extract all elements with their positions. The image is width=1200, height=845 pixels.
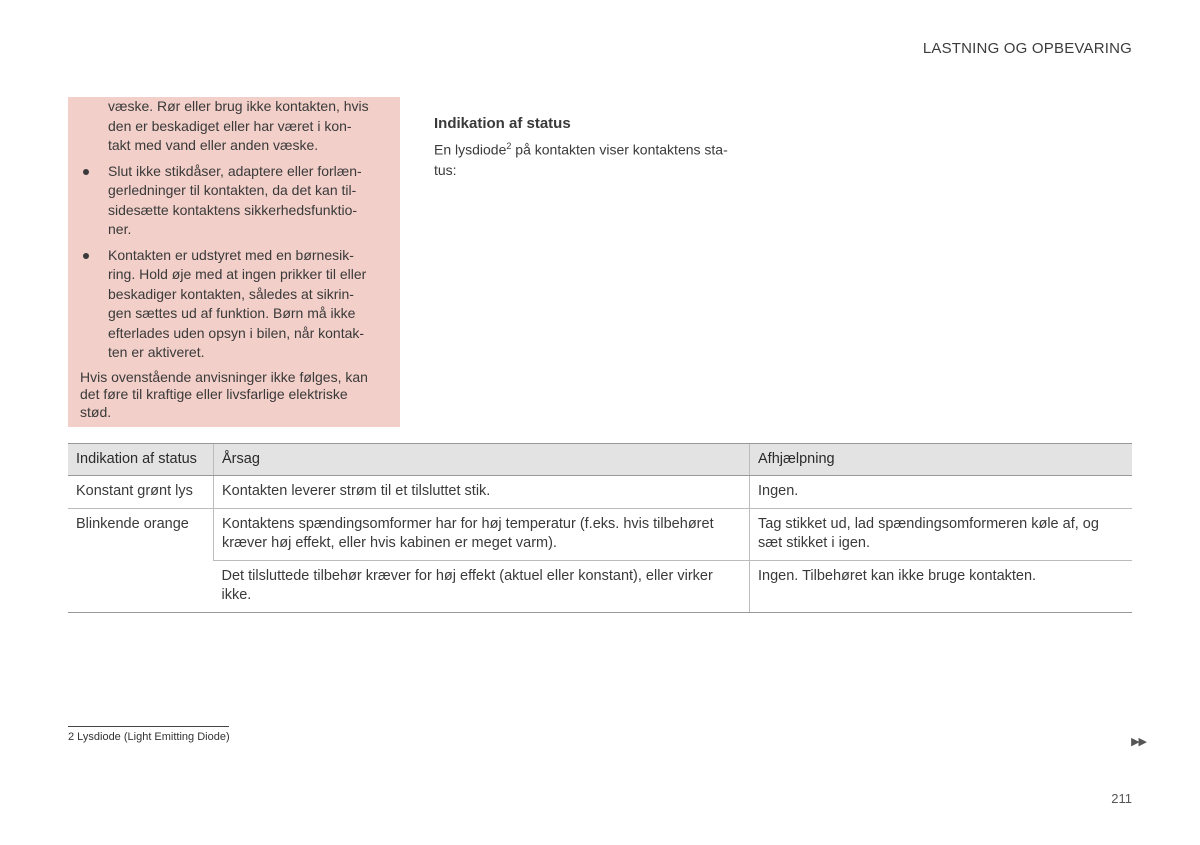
- warning-continuation: [80, 97, 388, 156]
- table-header-row: [68, 444, 1132, 476]
- warning-text-line: takt med vand eller anden væske.: [108, 137, 319, 153]
- cause-cell: [214, 509, 750, 561]
- cell-text-line: ikke.: [221, 587, 252, 603]
- status-text-part: En lysdiode: [434, 141, 507, 158]
- footnote-divider: [68, 726, 229, 727]
- footnote: 2 Lysdiode (Light Emitting Diode): [68, 731, 230, 743]
- table-row: [68, 561, 1132, 613]
- warning-text-line: beskadiger kontakten, således at sikrin-: [108, 285, 354, 302]
- warning-text-line: ner.: [108, 221, 132, 237]
- cell-text-line: Tag stikket ud, lad spændingsomformeren køle af, og: [758, 516, 1099, 532]
- remedy-cell: Ingen.: [750, 476, 1133, 509]
- page-number: 211: [1111, 791, 1132, 806]
- warning-box: [68, 97, 400, 427]
- column-header-status: Indikation af status: [68, 444, 214, 476]
- warning-text-line: stød.: [80, 403, 112, 420]
- status-section: [434, 115, 764, 180]
- status-description: [434, 136, 764, 180]
- warning-text-line: ten er aktiveret.: [108, 344, 205, 360]
- warning-text-line: det føre til kraftige eller livsfarlige elektriske: [80, 386, 348, 402]
- warning-bullet: [80, 246, 388, 363]
- cell-text-line: kræver høj effekt, eller hvis kabinen er meget varm).: [222, 535, 557, 551]
- cell-text-line: Kontaktens spændingsomformer har for høj temperatur (f.eks. hvis tilbehøret: [222, 516, 714, 532]
- status-text-part: på kontakten viser kontaktens sta-: [511, 141, 728, 158]
- bullet-icon: [83, 253, 89, 259]
- warning-text-line: gerledninger til kontakten, da det kan til-: [108, 182, 357, 198]
- remedy-cell: [750, 509, 1133, 561]
- warning-closing: [80, 369, 388, 422]
- warning-text-line: sidesætte kontaktens sikkerhedsfunktio-: [108, 201, 358, 218]
- status-cell: Konstant grønt lys: [68, 476, 214, 509]
- warning-text-line: Hvis ovenstående anvisninger ikke følges, kan: [80, 368, 368, 385]
- column-header-remedy: Afhjælpning: [750, 444, 1133, 476]
- status-cell: Blinkende orange: [68, 509, 214, 613]
- status-heading: Indikation af status: [434, 115, 571, 132]
- warning-text-line: væske. Rør eller brug ikke kontakten, hvis: [108, 98, 369, 114]
- cause-cell: Kontakten leverer strøm til et tilsluttet stik.: [214, 476, 750, 509]
- status-text-part: tus:: [434, 161, 457, 178]
- warning-text-line: gen sættes ud af funktion. Børn må ikke: [108, 305, 356, 321]
- cause-cell: [214, 561, 750, 613]
- bullet-icon: [83, 169, 89, 175]
- table-row: [68, 476, 1132, 509]
- warning-text-line: Kontakten er udstyret med en børnesik-: [108, 246, 354, 263]
- warning-text-line: efterlades uden opsyn i bilen, når kontak-: [108, 324, 365, 341]
- section-title: LASTNING OG OPBEVARING: [922, 40, 1132, 57]
- status-table: [68, 443, 1132, 613]
- warning-text-line: den er beskadiget eller har været i kon-: [108, 117, 352, 134]
- warning-text-line: Slut ikke stikdåser, adaptere eller forlæn-: [108, 162, 362, 179]
- warning-bullet: [80, 162, 388, 240]
- footnote-reference[interactable]: 2: [506, 141, 512, 151]
- next-page-icon[interactable]: ▶▶: [1131, 736, 1146, 748]
- column-header-cause: Årsag: [214, 444, 750, 476]
- cell-text-line: Det tilsluttede tilbehør kræver for høj effekt (aktuel eller konstant), eller virker: [221, 568, 713, 584]
- warning-text-line: ring. Hold øje med at ingen prikker til eller: [108, 266, 367, 282]
- cell-text-line: sæt stikket i igen.: [758, 535, 871, 551]
- table-row: [68, 509, 1132, 561]
- remedy-cell: Ingen. Tilbehøret kan ikke bruge kontakten.: [750, 561, 1133, 613]
